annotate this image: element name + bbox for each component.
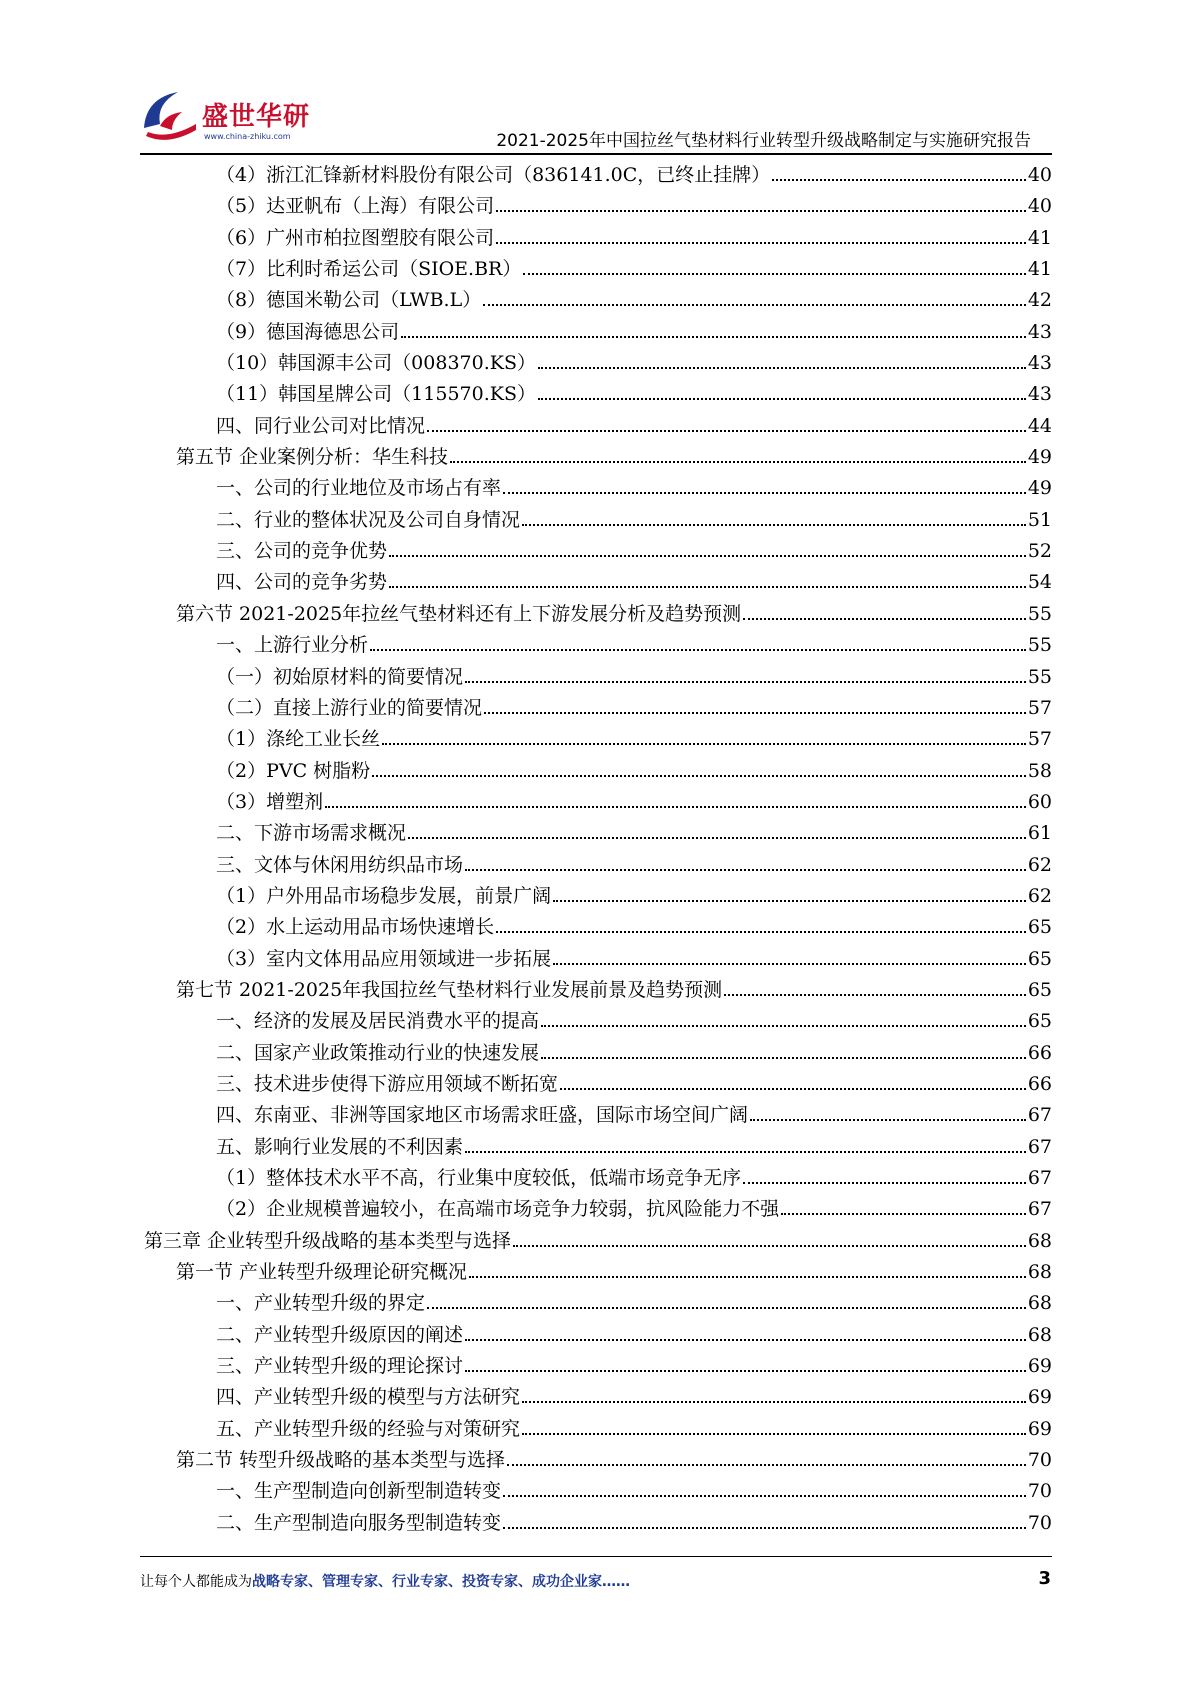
toc-dot-leader bbox=[389, 555, 1026, 557]
toc-entry-page: 54 bbox=[1027, 571, 1052, 594]
footer-divider bbox=[140, 1556, 1052, 1557]
toc-dot-leader bbox=[469, 1276, 1026, 1278]
toc-entry-label: 三、产业转型升级的理论探讨 bbox=[216, 1355, 464, 1378]
toc-dot-leader bbox=[427, 1307, 1026, 1309]
toc-entry-label: 第五节 企业案例分析：华生科技 bbox=[176, 446, 449, 469]
toc-entry[interactable] bbox=[144, 944, 1052, 975]
toc-entry[interactable] bbox=[144, 787, 1052, 818]
toc-entry-label: 三、文体与休闲用纺织品市场 bbox=[216, 853, 464, 876]
toc-entry-label: 三、公司的竞争优势 bbox=[216, 540, 388, 563]
toc-entry[interactable] bbox=[144, 1038, 1052, 1069]
toc-entry-label: 一、公司的行业地位及市场占有率 bbox=[216, 477, 502, 500]
toc-entry-page: 69 bbox=[1027, 1355, 1052, 1378]
toc-entry-label: 四、东南亚、非洲等国家地区市场需求旺盛，国际市场空间广阔 bbox=[216, 1104, 749, 1127]
toc-entry-page: 60 bbox=[1027, 790, 1052, 813]
toc-entry[interactable] bbox=[144, 1320, 1052, 1351]
toc-entry-label: （3）室内文体用品应用领域进一步拓展 bbox=[216, 947, 552, 970]
toc-entry-page: 66 bbox=[1027, 1072, 1052, 1095]
toc-entry[interactable] bbox=[144, 630, 1052, 661]
toc-entry-label: 五、产业转型升级的经验与对策研究 bbox=[216, 1417, 521, 1440]
toc-entry[interactable] bbox=[144, 505, 1052, 536]
toc-entry[interactable] bbox=[144, 975, 1052, 1006]
toc-entry-page: 70 bbox=[1027, 1480, 1052, 1503]
toc-entry[interactable] bbox=[144, 662, 1052, 693]
toc-dot-leader bbox=[553, 963, 1026, 965]
toc-entry-label: （8）德国米勒公司（LWB.L） bbox=[216, 289, 482, 312]
toc-dot-leader bbox=[484, 712, 1026, 714]
toc-entry-label: 四、产业转型升级的模型与方法研究 bbox=[216, 1386, 521, 1409]
toc-entry-label: 第二节 转型升级战略的基本类型与选择 bbox=[176, 1449, 506, 1472]
toc-entry-label: 一、上游行业分析 bbox=[216, 634, 369, 657]
toc-dot-leader bbox=[370, 649, 1026, 651]
toc-dot-leader bbox=[496, 242, 1026, 244]
toc-dot-leader bbox=[560, 1088, 1026, 1090]
toc-entry-page: 68 bbox=[1027, 1261, 1052, 1284]
toc-entry[interactable] bbox=[144, 1508, 1052, 1539]
toc-entry[interactable] bbox=[144, 317, 1052, 348]
toc-entry[interactable] bbox=[144, 379, 1052, 410]
toc-entry[interactable] bbox=[144, 724, 1052, 755]
toc-entry[interactable] bbox=[144, 1163, 1052, 1194]
toc-entry-label: （1）整体技术水平不高，行业集中度较低，低端市场竞争无序 bbox=[216, 1167, 742, 1189]
toc-entry-page: 57 bbox=[1027, 696, 1052, 719]
toc-dot-leader bbox=[503, 1527, 1026, 1529]
toc-entry-page: 41 bbox=[1027, 226, 1052, 249]
toc-entry-label: 第六节 2021-2025年拉丝气垫材料还有上下游发展分析及趋势预测 bbox=[176, 602, 742, 625]
toc-entry-label: （4）浙江汇锋新材料股份有限公司（836141.0C，已终止挂牌） bbox=[216, 164, 771, 186]
toc-entry-label: （11）韩国星牌公司（115570.KS） bbox=[216, 383, 536, 406]
toc-dot-leader bbox=[507, 1464, 1026, 1466]
toc-entry-label: （2）PVC 树脂粉 bbox=[216, 759, 371, 782]
toc-entry[interactable] bbox=[144, 1194, 1052, 1225]
toc-entry[interactable] bbox=[144, 693, 1052, 724]
toc-entry[interactable] bbox=[144, 473, 1052, 504]
toc-entry-page: 40 bbox=[1027, 195, 1052, 218]
toc-dot-leader bbox=[538, 398, 1026, 400]
toc-dot-leader bbox=[382, 743, 1026, 745]
toc-entry-label: （二）直接上游行业的简要情况 bbox=[216, 696, 483, 719]
toc-entry-label: （7）比利时希运公司（SIOE.BR） bbox=[216, 258, 522, 281]
table-of-contents bbox=[144, 160, 1052, 1539]
toc-entry[interactable] bbox=[144, 1226, 1052, 1257]
toc-dot-leader bbox=[325, 806, 1026, 808]
toc-entry[interactable] bbox=[144, 254, 1052, 285]
toc-entry-page: 67 bbox=[1027, 1198, 1052, 1221]
toc-dot-leader bbox=[465, 869, 1026, 871]
footer-slogan bbox=[140, 1571, 630, 1591]
toc-entry-label: （9）德国海德思公司 bbox=[216, 320, 400, 343]
toc-entry-page: 69 bbox=[1027, 1417, 1052, 1440]
toc-entry-page: 44 bbox=[1027, 414, 1052, 437]
toc-entry-label: （3）增塑剂 bbox=[216, 790, 324, 813]
toc-entry-page: 68 bbox=[1027, 1229, 1052, 1252]
toc-entry-page: 65 bbox=[1027, 978, 1052, 1001]
toc-entry[interactable] bbox=[144, 536, 1052, 567]
toc-entry-label: 一、产业转型升级的界定 bbox=[216, 1292, 426, 1315]
toc-entry-page: 65 bbox=[1027, 916, 1052, 939]
toc-entry[interactable] bbox=[144, 160, 1052, 191]
toc-entry[interactable] bbox=[144, 1288, 1052, 1319]
toc-entry-label: （10）韩国源丰公司（008370.KS） bbox=[216, 352, 536, 375]
page-number: 3 bbox=[1038, 1568, 1051, 1589]
toc-entry-label: 第三章 企业转型升级战略的基本类型与选择 bbox=[144, 1229, 512, 1252]
brand-logo bbox=[138, 84, 311, 148]
toc-dot-leader bbox=[523, 273, 1025, 275]
toc-entry-label: 一、经济的发展及居民消费水平的提高 bbox=[216, 1010, 540, 1033]
toc-dot-leader bbox=[724, 994, 1026, 996]
toc-entry[interactable] bbox=[144, 1132, 1052, 1163]
toc-entry-page: 55 bbox=[1027, 634, 1052, 657]
toc-dot-leader bbox=[496, 210, 1026, 212]
toc-entry-page: 62 bbox=[1027, 853, 1052, 876]
toc-dot-leader bbox=[503, 1495, 1026, 1497]
toc-entry-label: （2）水上运动用品市场快速增长 bbox=[216, 916, 495, 939]
toc-entry-page: 43 bbox=[1027, 352, 1052, 375]
toc-dot-leader bbox=[772, 179, 1026, 181]
toc-entry-label: （一）初始原材料的简要情况 bbox=[216, 665, 464, 688]
toc-dot-leader bbox=[541, 1057, 1026, 1059]
toc-dot-leader bbox=[743, 618, 1026, 620]
toc-entry[interactable] bbox=[144, 1100, 1052, 1131]
logo-url: www.china-zhiku.com bbox=[204, 132, 291, 141]
toc-entry-label: （2）企业规模普遍较小，在高端市场竞争力较弱，抗风险能力不强 bbox=[216, 1198, 780, 1221]
toc-entry-label: 三、技术进步使得下游应用领域不断拓宽 bbox=[216, 1072, 559, 1095]
toc-dot-leader bbox=[389, 586, 1026, 588]
toc-dot-leader bbox=[465, 1370, 1026, 1372]
toc-entry-page: 49 bbox=[1027, 477, 1052, 500]
toc-entry-page: 57 bbox=[1027, 728, 1052, 751]
toc-entry[interactable] bbox=[144, 567, 1052, 598]
toc-entry-page: 55 bbox=[1027, 602, 1052, 625]
slogan-prefix: 让每个人都能成为 bbox=[140, 1574, 252, 1590]
toc-entry[interactable] bbox=[144, 1006, 1052, 1037]
toc-dot-leader bbox=[750, 1119, 1026, 1121]
toc-entry-page: 65 bbox=[1027, 1010, 1052, 1033]
toc-dot-leader bbox=[465, 1151, 1026, 1153]
toc-entry-page: 55 bbox=[1027, 665, 1052, 688]
toc-entry[interactable] bbox=[144, 411, 1052, 442]
toc-entry[interactable] bbox=[144, 1476, 1052, 1507]
toc-dot-leader bbox=[427, 430, 1026, 432]
logo-emblem-icon bbox=[138, 84, 202, 148]
toc-entry-label: 四、公司的竞争劣势 bbox=[216, 571, 388, 594]
toc-dot-leader bbox=[483, 304, 1026, 306]
toc-entry-label: 二、行业的整体状况及公司自身情况 bbox=[216, 508, 521, 531]
toc-entry[interactable] bbox=[144, 285, 1052, 316]
toc-entry-page: 61 bbox=[1027, 822, 1052, 845]
toc-dot-leader bbox=[522, 1433, 1026, 1435]
toc-entry[interactable] bbox=[144, 191, 1052, 222]
toc-entry-label: 二、产业转型升级原因的阐述 bbox=[216, 1323, 464, 1346]
toc-entry-page: 68 bbox=[1027, 1323, 1052, 1346]
report-title: 2021-2025年中国拉丝气垫材料行业转型升级战略制定与实施研究报告 bbox=[496, 131, 1031, 151]
toc-entry[interactable] bbox=[144, 223, 1052, 254]
slogan-accent: 战略专家、管理专家、行业专家、投资专家、成功企业家…… bbox=[252, 1574, 630, 1590]
toc-entry-page: 52 bbox=[1027, 540, 1052, 563]
toc-entry[interactable] bbox=[144, 1445, 1052, 1476]
toc-entry-label: 四、同行业公司对比情况 bbox=[216, 414, 426, 437]
toc-entry-page: 62 bbox=[1027, 884, 1052, 907]
toc-entry-label: 二、国家产业政策推动行业的快速发展 bbox=[216, 1041, 540, 1064]
toc-dot-leader bbox=[372, 775, 1026, 777]
toc-dot-leader bbox=[553, 900, 1026, 902]
toc-entry-page: 67 bbox=[1027, 1104, 1052, 1127]
toc-entry-page: 40 bbox=[1027, 164, 1052, 186]
toc-entry-label: 二、下游市场需求概况 bbox=[216, 822, 407, 845]
toc-entry-label: 二、生产型制造向服务型制造转变 bbox=[216, 1511, 502, 1534]
toc-entry-page: 69 bbox=[1027, 1386, 1052, 1409]
toc-entry[interactable] bbox=[144, 756, 1052, 787]
toc-entry[interactable] bbox=[144, 1257, 1052, 1288]
toc-entry-page: 42 bbox=[1027, 289, 1052, 312]
toc-entry-label: 第七节 2021-2025年我国拉丝气垫材料行业发展前景及趋势预测 bbox=[176, 978, 723, 1001]
toc-entry-page: 66 bbox=[1027, 1041, 1052, 1064]
toc-entry-page: 68 bbox=[1027, 1292, 1052, 1315]
toc-dot-leader bbox=[503, 492, 1026, 494]
toc-entry[interactable] bbox=[144, 1351, 1052, 1382]
toc-entry-page: 49 bbox=[1027, 446, 1052, 469]
toc-entry-page: 51 bbox=[1027, 508, 1052, 531]
toc-dot-leader bbox=[401, 336, 1026, 338]
toc-entry-page: 67 bbox=[1027, 1135, 1052, 1158]
toc-entry[interactable] bbox=[144, 912, 1052, 943]
toc-entry[interactable] bbox=[144, 442, 1052, 473]
toc-entry-label: （5）达亚帆布（上海）有限公司 bbox=[216, 195, 495, 218]
toc-entry[interactable] bbox=[144, 850, 1052, 881]
toc-entry-page: 58 bbox=[1027, 759, 1052, 782]
toc-dot-leader bbox=[541, 1025, 1026, 1027]
toc-entry-page: 65 bbox=[1027, 947, 1052, 970]
toc-entry-page: 70 bbox=[1027, 1511, 1052, 1534]
toc-entry[interactable] bbox=[144, 1382, 1052, 1413]
toc-entry-label: 五、影响行业发展的不利因素 bbox=[216, 1135, 464, 1158]
toc-entry-label: 第一节 产业转型升级理论研究概况 bbox=[176, 1261, 468, 1284]
toc-entry[interactable] bbox=[144, 1414, 1052, 1445]
toc-dot-leader bbox=[408, 837, 1026, 839]
toc-entry-page: 70 bbox=[1027, 1449, 1052, 1472]
toc-dot-leader bbox=[743, 1182, 1026, 1184]
toc-dot-leader bbox=[522, 1401, 1026, 1403]
toc-entry[interactable] bbox=[144, 1069, 1052, 1100]
toc-entry-label: （1）涤纶工业长丝 bbox=[216, 728, 381, 751]
toc-dot-leader bbox=[538, 367, 1026, 369]
toc-entry-page: 67 bbox=[1027, 1167, 1052, 1189]
toc-entry-page: 43 bbox=[1027, 383, 1052, 406]
toc-entry-label: 一、生产型制造向创新型制造转变 bbox=[216, 1480, 502, 1503]
toc-entry-page: 41 bbox=[1027, 258, 1052, 281]
toc-dot-leader bbox=[522, 524, 1026, 526]
toc-entry-label: （6）广州市柏拉图塑胶有限公司 bbox=[216, 226, 495, 249]
toc-entry[interactable] bbox=[144, 348, 1052, 379]
toc-dot-leader bbox=[465, 1339, 1026, 1341]
header-divider bbox=[140, 153, 1052, 155]
logo-name: 盛世华研 bbox=[202, 102, 311, 132]
toc-entry[interactable] bbox=[144, 881, 1052, 912]
toc-dot-leader bbox=[513, 1245, 1026, 1247]
toc-dot-leader bbox=[781, 1213, 1026, 1215]
toc-dot-leader bbox=[450, 461, 1026, 463]
toc-entry-page: 43 bbox=[1027, 320, 1052, 343]
toc-entry-label: （1）户外用品市场稳步发展，前景广阔 bbox=[216, 884, 552, 907]
toc-dot-leader bbox=[496, 931, 1026, 933]
toc-entry[interactable] bbox=[144, 599, 1052, 630]
toc-dot-leader bbox=[465, 681, 1026, 683]
toc-entry[interactable] bbox=[144, 818, 1052, 849]
